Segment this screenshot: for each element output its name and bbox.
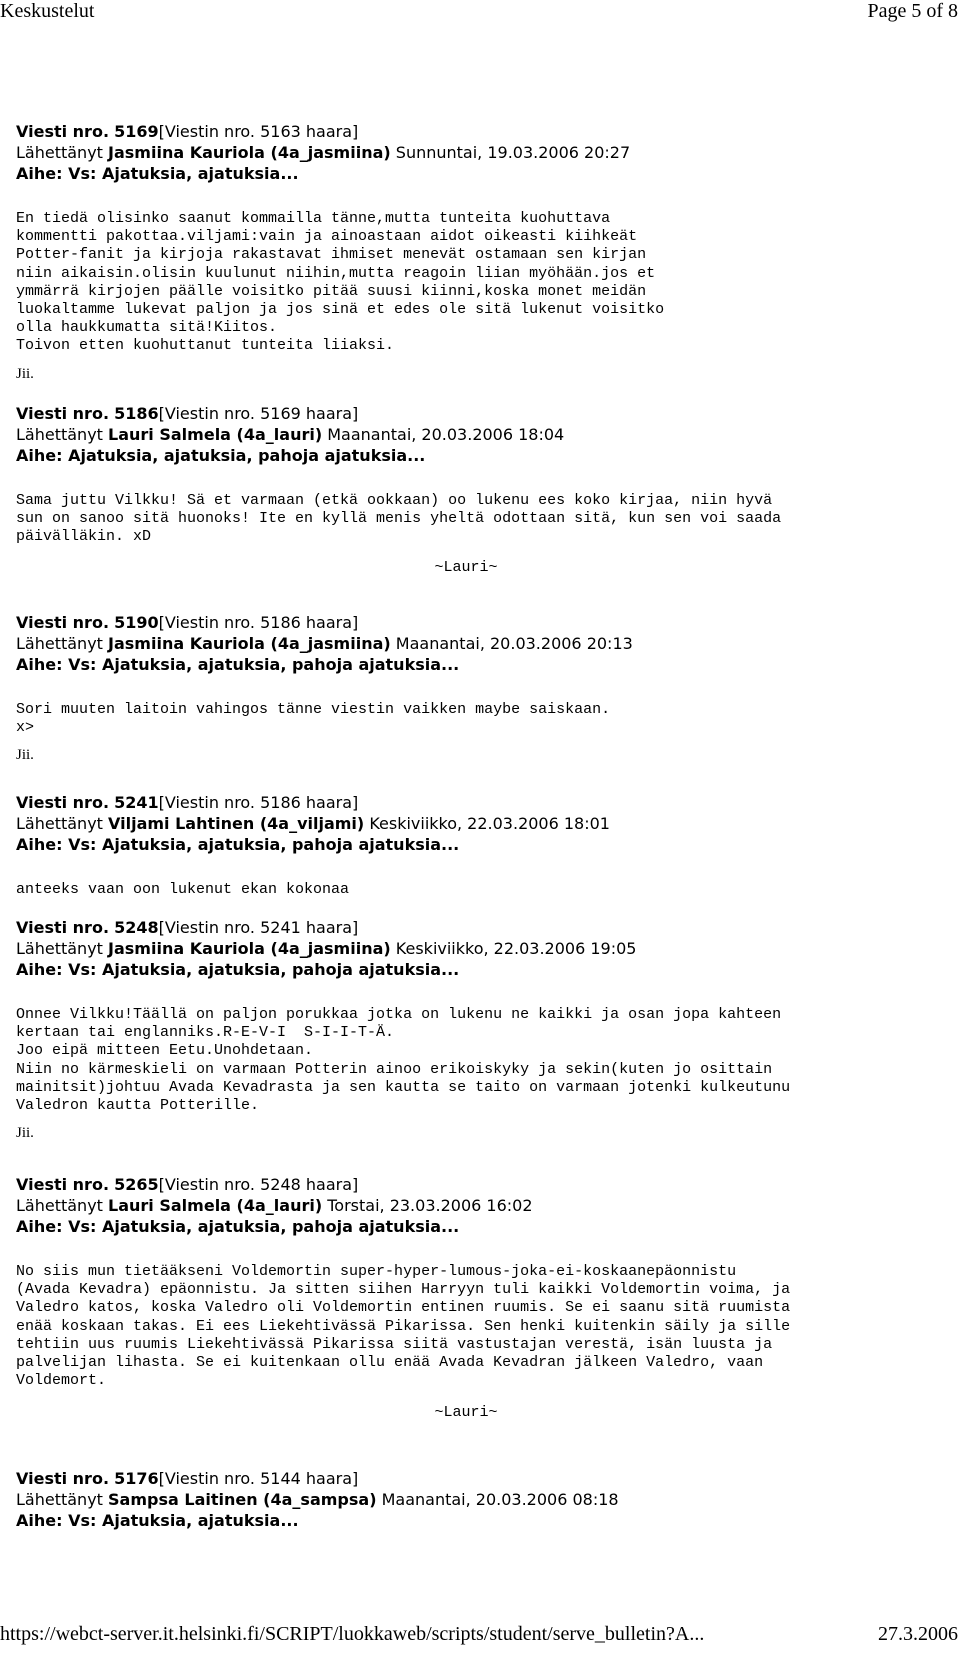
post-author-line xyxy=(16,1195,916,1216)
post-date: Keskiviikko, 22.03.2006 18:01 xyxy=(369,814,610,833)
post xyxy=(16,612,916,764)
post-author: Lauri Salmela (4a_lauri) xyxy=(108,425,323,444)
message-no-label: Viesti nro. xyxy=(16,1175,110,1194)
post-author: Viljami Lahtinen (4a_viljami) xyxy=(108,814,365,833)
post-subject: Aihe: Vs: Ajatuksia, ajatuksia, pahoja ajatuksia... xyxy=(16,655,460,674)
post-signature: Jii. xyxy=(16,1125,34,1142)
post-subject: Aihe: Vs: Ajatuksia, ajatuksia, pahoja ajatuksia... xyxy=(16,835,460,854)
post-date: Maanantai, 20.03.2006 08:18 xyxy=(381,1490,619,1509)
post-meta-line xyxy=(16,792,916,813)
post-date: Maanantai, 20.03.2006 18:04 xyxy=(327,425,565,444)
post-author: Jasmiina Kauriola (4a_jasmiina) xyxy=(108,939,391,958)
post-date: Sunnuntai, 19.03.2006 20:27 xyxy=(395,143,631,162)
post xyxy=(16,121,916,383)
page-footer xyxy=(0,1623,960,1653)
post-signature: ~Lauri~ xyxy=(434,1404,498,1422)
message-number: 5248 xyxy=(114,918,159,937)
sent-by-label: Lähettänyt xyxy=(16,1490,103,1509)
post-body: En tiedä olisinko saanut kommailla tänne,mutta tunteita kuohuttava kommentti pakottaa.viljami:vain ja ainoastaan aidot oikeasti kiihkeät Potter-fanit ja kirjoja rakastavat ihmiset menevät ostamaan sen kirjan niin aikaisin.olisin kuulunut niihin,mutta reagoin liian myöhään.jos et ymmärrä kirjojen päälle voisitko pitää suusi kiinni,koska monet meidän luokaltamme lukevat paljon ja jos sinä et edes ole sitä lukenut voisitko olla haukkumatta sitä!Kiitos. Toivon etten kuohuttanut tunteita liiaksi. xyxy=(16,210,665,355)
sent-by-label: Lähettänyt xyxy=(16,634,103,653)
sent-by-label: Lähettänyt xyxy=(16,814,103,833)
post-author: Sampsa Laitinen (4a_sampsa) xyxy=(108,1490,377,1509)
message-number: 5241 xyxy=(114,793,159,812)
post-meta-line xyxy=(16,917,916,938)
thread-reference: [Viestin nro. 5241 haara] xyxy=(158,918,359,937)
post-meta-line xyxy=(16,121,916,142)
post-author-line xyxy=(16,633,916,654)
post xyxy=(16,792,916,899)
message-number: 5176 xyxy=(114,1469,159,1488)
post-author: Jasmiina Kauriola (4a_jasmiina) xyxy=(108,143,391,162)
sent-by-label: Lähettänyt xyxy=(16,143,103,162)
post-author-line xyxy=(16,142,916,163)
post xyxy=(16,917,916,1142)
post-body: anteeks vaan oon lukenut ekan kokonaa xyxy=(16,881,350,898)
thread-reference: [Viestin nro. 5186 haara] xyxy=(158,793,359,812)
post-subject: Aihe: Vs: Ajatuksia, ajatuksia, pahoja ajatuksia... xyxy=(16,960,460,979)
post-date: Torstai, 23.03.2006 16:02 xyxy=(327,1196,533,1215)
footer-url: https://webct-server.it.helsinki.fi/SCRIPT/luokkaweb/scripts/student/serve_bulletin?A... xyxy=(0,1623,705,1645)
page-header xyxy=(0,0,960,30)
sent-by-label: Lähettänyt xyxy=(16,939,103,958)
footer-date: 27.3.2006 xyxy=(878,1623,958,1645)
message-number: 5190 xyxy=(114,613,159,632)
post-signature: Jii. xyxy=(16,747,34,764)
message-no-label: Viesti nro. xyxy=(16,793,110,812)
page-title: Keskustelut xyxy=(0,0,95,22)
page-number: Page 5 of 8 xyxy=(867,0,958,22)
thread-reference: [Viestin nro. 5186 haara] xyxy=(158,613,359,632)
post-subject: Aihe: Vs: Ajatuksia, ajatuksia, pahoja ajatuksia... xyxy=(16,1217,460,1236)
post-author-line xyxy=(16,813,916,834)
thread-reference: [Viestin nro. 5169 haara] xyxy=(158,404,359,423)
message-no-label: Viesti nro. xyxy=(16,918,110,937)
post xyxy=(16,1174,916,1422)
post-subject: Aihe: Vs: Ajatuksia, ajatuksia... xyxy=(16,164,299,183)
post-body: No siis mun tietääkseni Voldemortin super-hyper-lumous-joka-ei-koskaanepäonnistu (Avada Kevadra) epäonnistu. Ja sitten siihen Harryyn tuli kaikki Voldemortin voima, ja Valedro katos, koska Valedro oli Voldemortin entinen ruumis. Se ei saanu sitä ruumista enää koskaan takas. Ei ees Liekehtivässä Pikarissa. Sen henki kuitenkin säily ja sille tehtiin uus ruumis Liekehtivässä Pikarissa siitä vastustajan verestä, isän luusta ja palvelijan lihasta. Se ei kuitenkaan ollu enää Avada Kevadran jälkeen Valedro, vaan Voldemort. xyxy=(16,1263,791,1390)
post-date: Maanantai, 20.03.2006 20:13 xyxy=(395,634,633,653)
post-meta-line xyxy=(16,612,916,633)
post xyxy=(16,403,916,577)
post-subject: Aihe: Ajatuksia, ajatuksia, pahoja ajatuksia... xyxy=(16,446,426,465)
post-subject: Aihe: Vs: Ajatuksia, ajatuksia... xyxy=(16,1511,299,1530)
message-number: 5265 xyxy=(114,1175,159,1194)
post-author-line xyxy=(16,1489,916,1510)
post-author-line xyxy=(16,938,916,959)
thread-reference: [Viestin nro. 5144 haara] xyxy=(158,1469,359,1488)
message-number: 5169 xyxy=(114,122,159,141)
message-no-label: Viesti nro. xyxy=(16,404,110,423)
post-body: Sori muuten laitoin vahingos tänne viestin vaikken maybe saiskaan. x> xyxy=(16,701,611,737)
post-signature: Jii. xyxy=(16,365,34,382)
thread-reference: [Viestin nro. 5163 haara] xyxy=(158,122,359,141)
post-body: Sama juttu Vilkku! Sä et varmaan (etkä ookkaan) oo lukenu ees koko kirjaa, niin hyvä sun on sanoo sitä huonoks! Ite en kyllä menis yheltä odottaan sitä, kun sen voi saada päivälläkin. xD xyxy=(16,492,782,546)
post-date: Keskiviikko, 22.03.2006 19:05 xyxy=(395,939,637,958)
post-body: Onnee Vilkku!Täällä on paljon porukkaa jotka on lukenu ne kaikki ja osan jopa kahteen kertaan tai englanniks.R-E-V-I S-I-I-T-Ä. Joo eipä mitteen Eetu.Unohdetaan. Niin no kärmeskieli on varmaan Potterin ainoo erikoiskyky ja sekin(kuten jo osittain mainitsit)johtuu Avada Kevadrasta ja sen kautta se taito on varmaan jotenki kulkeutunu Valedron kautta Potterille. xyxy=(16,1006,791,1115)
sent-by-label: Lähettänyt xyxy=(16,425,103,444)
message-no-label: Viesti nro. xyxy=(16,1469,110,1488)
post-meta-line xyxy=(16,403,916,424)
message-no-label: Viesti nro. xyxy=(16,613,110,632)
thread-reference: [Viestin nro. 5248 haara] xyxy=(158,1175,359,1194)
post-meta-line xyxy=(16,1174,916,1195)
post-signature: ~Lauri~ xyxy=(434,558,498,576)
message-number: 5186 xyxy=(114,404,159,423)
message-no-label: Viesti nro. xyxy=(16,122,110,141)
post-author: Lauri Salmela (4a_lauri) xyxy=(108,1196,323,1215)
post-author: Jasmiina Kauriola (4a_jasmiina) xyxy=(108,634,391,653)
post xyxy=(16,1468,916,1531)
post-meta-line xyxy=(16,1468,916,1489)
sent-by-label: Lähettänyt xyxy=(16,1196,103,1215)
post-author-line xyxy=(16,424,916,445)
